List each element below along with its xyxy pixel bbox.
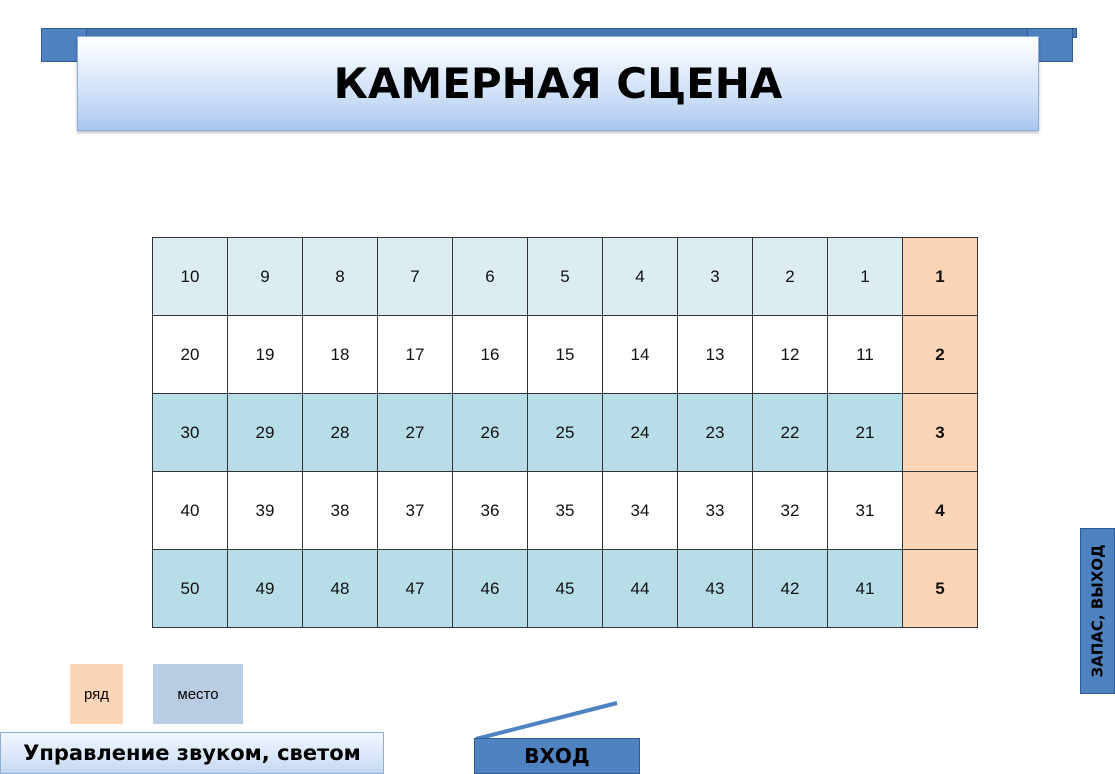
seat-cell[interactable]: 39 (228, 472, 303, 550)
seat-cell[interactable]: 16 (453, 316, 528, 394)
seat-cell[interactable]: 34 (603, 472, 678, 550)
legend-seat-label: место (177, 685, 219, 703)
seat-cell[interactable]: 25 (528, 394, 603, 472)
seat-cell[interactable]: 31 (828, 472, 903, 550)
seat-cell[interactable]: 21 (828, 394, 903, 472)
legend-row-label: ряд (83, 685, 110, 703)
seat-cell[interactable]: 3 (678, 238, 753, 316)
seat-cell[interactable]: 26 (453, 394, 528, 472)
door-leaf-line (476, 703, 617, 739)
seat-cell[interactable]: 29 (228, 394, 303, 472)
row-number-cell: 2 (903, 316, 978, 394)
seat-cell[interactable]: 2 (753, 238, 828, 316)
entrance-door[interactable] (474, 738, 640, 774)
seat-cell[interactable]: 43 (678, 550, 753, 628)
seating-grid (152, 237, 978, 628)
row-number-cell: 1 (903, 238, 978, 316)
seat-cell[interactable]: 36 (453, 472, 528, 550)
seat-cell[interactable]: 23 (678, 394, 753, 472)
seat-cell[interactable]: 8 (303, 238, 378, 316)
seat-cell[interactable]: 35 (528, 472, 603, 550)
row-number-cell: 5 (903, 550, 978, 628)
reserve-exit-door[interactable] (1080, 528, 1115, 694)
seat-cell[interactable]: 10 (153, 238, 228, 316)
seat-cell[interactable]: 14 (603, 316, 678, 394)
seat-cell[interactable]: 15 (528, 316, 603, 394)
seat-cell[interactable]: 37 (378, 472, 453, 550)
seat-cell[interactable]: 6 (453, 238, 528, 316)
row-number-cell: 4 (903, 472, 978, 550)
seat-cell[interactable]: 18 (303, 316, 378, 394)
seat-cell[interactable]: 9 (228, 238, 303, 316)
row-number-cell: 3 (903, 394, 978, 472)
seat-cell[interactable]: 50 (153, 550, 228, 628)
seat-cell[interactable]: 20 (153, 316, 228, 394)
stage-banner (77, 36, 1039, 131)
seat-cell[interactable]: 13 (678, 316, 753, 394)
reserve-exit-label: ЗАПАС, ВЫХОД (1088, 544, 1107, 678)
seat-cell[interactable]: 27 (378, 394, 453, 472)
seat-cell[interactable]: 11 (828, 316, 903, 394)
seat-cell[interactable]: 32 (753, 472, 828, 550)
legend-row-swatch (70, 664, 123, 724)
seat-cell[interactable]: 44 (603, 550, 678, 628)
seat-cell[interactable]: 33 (678, 472, 753, 550)
seat-cell[interactable]: 7 (378, 238, 453, 316)
seat-cell[interactable]: 12 (753, 316, 828, 394)
control-desk-label: Управление звуком, светом (23, 741, 361, 765)
seat-cell[interactable]: 24 (603, 394, 678, 472)
seat-cell[interactable]: 49 (228, 550, 303, 628)
seat-cell[interactable]: 48 (303, 550, 378, 628)
seat-cell[interactable]: 1 (828, 238, 903, 316)
seat-cell[interactable]: 40 (153, 472, 228, 550)
seat-cell[interactable]: 38 (303, 472, 378, 550)
seat-cell[interactable]: 46 (453, 550, 528, 628)
seat-cell[interactable]: 22 (753, 394, 828, 472)
seat-cell[interactable]: 42 (753, 550, 828, 628)
seat-cell[interactable]: 28 (303, 394, 378, 472)
seat-cell[interactable]: 17 (378, 316, 453, 394)
seat-cell[interactable]: 45 (528, 550, 603, 628)
sound-light-control-desk (0, 732, 384, 774)
seat-cell[interactable]: 4 (603, 238, 678, 316)
seat-cell[interactable]: 30 (153, 394, 228, 472)
legend-seat-swatch (153, 664, 243, 724)
seat-cell[interactable]: 5 (528, 238, 603, 316)
stage-title: КАМЕРНАЯ СЦЕНА (333, 59, 783, 108)
entrance-label: ВХОД (524, 744, 590, 768)
seat-cell[interactable]: 19 (228, 316, 303, 394)
seat-cell[interactable]: 47 (378, 550, 453, 628)
seat-cell[interactable]: 41 (828, 550, 903, 628)
